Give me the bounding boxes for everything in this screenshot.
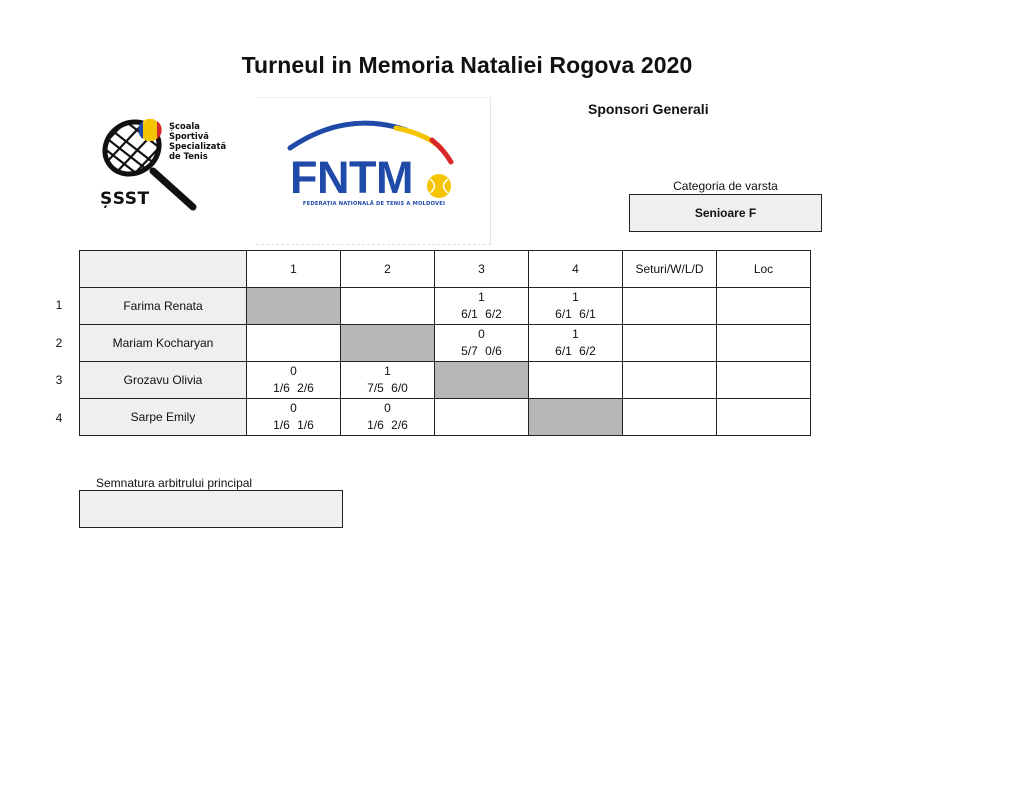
match-win-flag: 0 — [290, 364, 297, 378]
sets-cell — [623, 399, 717, 436]
match-win-flag: 1 — [478, 290, 485, 304]
ssst-school-name: Școala Sportivă Specializată de Tenis — [169, 121, 227, 161]
match-win-flag: 0 — [290, 401, 297, 415]
signature-field[interactable] — [79, 490, 343, 528]
table-row — [80, 325, 811, 362]
empty-result-cell — [341, 288, 435, 325]
match-result-cell — [435, 288, 529, 325]
match-result-cell — [529, 325, 623, 362]
match-score: 6/1 6/2 — [461, 307, 502, 321]
table-row — [80, 399, 811, 436]
empty-result-cell — [529, 362, 623, 399]
place-cell — [717, 399, 811, 436]
self-match-cell — [529, 399, 623, 436]
player-name: Farima Renata — [80, 288, 247, 325]
row-number: 4 — [55, 410, 63, 425]
header-sets: Seturi/W/L/D — [623, 251, 717, 288]
match-win-flag: 1 — [384, 364, 391, 378]
match-score: 1/6 2/6 — [273, 381, 314, 395]
row-number: 1 — [55, 298, 63, 312]
empty-result-cell — [435, 399, 529, 436]
category-value: Senioare F — [629, 194, 822, 232]
table-header-row — [80, 251, 811, 288]
place-cell — [717, 362, 811, 399]
match-score: 1/6 1/6 — [273, 418, 314, 432]
table-row — [80, 362, 811, 399]
tennis-ball-icon — [426, 173, 452, 199]
header-col-2: 2 — [341, 251, 435, 288]
header-col-1: 1 — [247, 251, 341, 288]
table-row — [80, 288, 811, 325]
match-win-flag: 0 — [384, 401, 391, 415]
match-result-cell — [529, 288, 623, 325]
match-score: 1/6 2/6 — [367, 418, 408, 432]
header-place: Loc — [717, 251, 811, 288]
match-score: 6/1 6/2 — [555, 344, 596, 358]
row-number: 3 — [55, 373, 63, 387]
match-result-cell — [247, 399, 341, 436]
header-blank-cell — [80, 251, 247, 288]
ssst-logo — [97, 103, 227, 223]
sets-cell — [623, 325, 717, 362]
header-col-4: 4 — [529, 251, 623, 288]
player-name: Sarpe Emily — [80, 399, 247, 436]
ssst-mark: ȘSST — [100, 189, 150, 209]
header-col-3: 3 — [435, 251, 529, 288]
match-win-flag: 0 — [478, 327, 485, 341]
self-match-cell — [341, 325, 435, 362]
match-result-cell — [341, 399, 435, 436]
empty-result-cell — [247, 325, 341, 362]
fntm-logo — [256, 97, 491, 245]
player-name: Mariam Kocharyan — [80, 325, 247, 362]
sponsors-label: Sponsori Generali — [588, 101, 709, 117]
match-result-cell — [341, 362, 435, 399]
round-robin-table — [79, 250, 811, 436]
match-win-flag: 1 — [572, 290, 579, 304]
sets-cell — [623, 288, 717, 325]
category-label: Categoria de varsta — [673, 179, 778, 193]
self-match-cell — [247, 288, 341, 325]
player-name: Grozavu Olivia — [80, 362, 247, 399]
match-score: 6/1 6/1 — [555, 307, 596, 321]
fntm-subtitle: FEDERAȚIA NAȚIONALĂ DE TENIS A MOLDOVEI — [302, 201, 446, 207]
match-score: 7/5 6/0 — [367, 381, 408, 395]
sets-cell — [623, 362, 717, 399]
match-win-flag: 1 — [572, 327, 579, 341]
match-result-cell — [435, 325, 529, 362]
signature-label: Semnatura arbitrului principal — [96, 476, 253, 490]
match-score: 5/7 0/6 — [461, 344, 502, 358]
page-title: Turneul in Memoria Nataliei Rogova 2020 — [241, 52, 693, 78]
row-number: 2 — [55, 335, 63, 350]
fntm-wordmark: FNTM — [290, 152, 413, 203]
place-cell — [717, 325, 811, 362]
match-result-cell — [247, 362, 341, 399]
place-cell — [717, 288, 811, 325]
self-match-cell — [435, 362, 529, 399]
